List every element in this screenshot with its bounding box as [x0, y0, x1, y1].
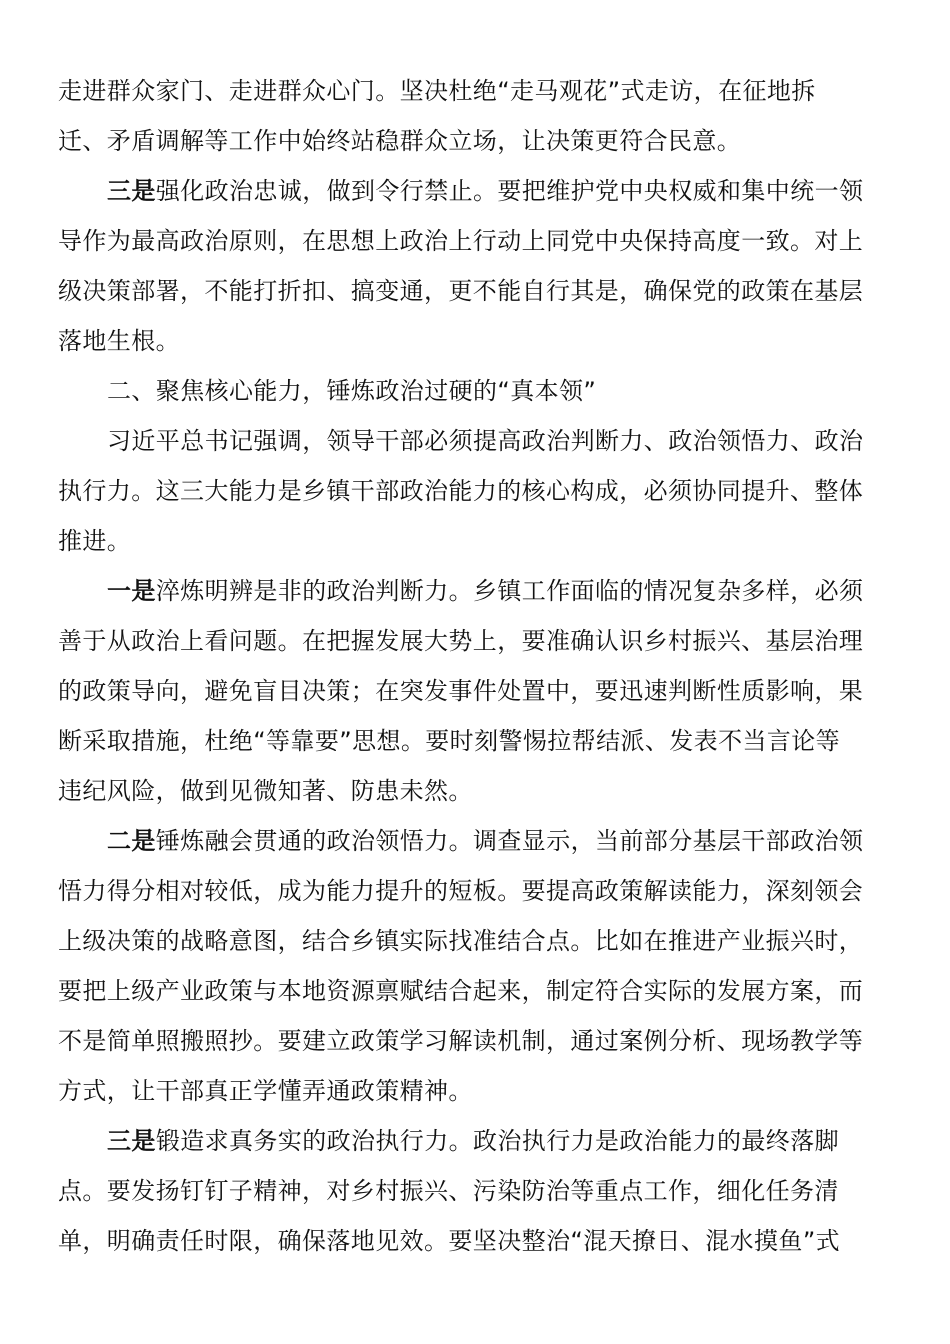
- text-run: 锻造求真务实的政治执行力。政治执行力是政治能力的最终落脚: [155, 1127, 840, 1155]
- text-line: 走进群众家门、走进群众心门。坚决杜绝“走马观花”式走访，在征地拆: [58, 77, 816, 105]
- point-label: 二是: [107, 827, 156, 855]
- document-body: [58, 66, 880, 1266]
- text-line: 单，明确责任时限，确保落地见效。要坚决整治“混天撩日、混水摸鱼”式: [58, 1227, 841, 1255]
- text-line: 上级决策的战略意图，结合乡镇实际找准结合点。比如在推进产业振兴时，: [58, 927, 864, 955]
- paragraph-line-point-two: [58, 816, 880, 866]
- text-line: 落地生根。: [58, 327, 180, 355]
- point-label: 三是: [107, 177, 156, 205]
- section-heading: 二、聚焦核心能力，锤炼政治过硬的“真本领”: [107, 377, 597, 405]
- paragraph-line-point-three: [58, 166, 880, 216]
- text-line: 方式，让干部真正学懂弄通政策精神。: [58, 1077, 473, 1105]
- paragraph-line-point-three-second: [58, 1116, 880, 1166]
- text-run: 淬炼明辨是非的政治判断力。乡镇工作面临的情况复杂多样，必须: [155, 577, 864, 605]
- text-line: 级决策部署，不能打折扣、搞变通，更不能自行其是，确保党的政策在基层: [58, 277, 864, 305]
- text-run: 锤炼融会贯通的政治领悟力。调查显示，当前部分基层干部政治领: [155, 827, 864, 855]
- text-line: 要把上级产业政策与本地资源禀赋结合起来，制定符合实际的发展方案，而: [58, 977, 864, 1005]
- point-label: 三是: [107, 1127, 156, 1155]
- text-line: 执行力。这三大能力是乡镇干部政治能力的核心构成，必须协同提升、整体: [58, 477, 864, 505]
- text-line: 点。要发扬钉钉子精神，对乡村振兴、污染防治等重点工作，细化任务清: [58, 1177, 839, 1205]
- text-run: 强化政治忠诚，做到令行禁止。要把维护党中央权威和集中统一领: [155, 177, 864, 205]
- text-line: 善于从政治上看问题。在把握发展大势上，要准确认识乡村振兴、基层治理: [58, 627, 864, 655]
- paragraph-line-point-one: [58, 566, 880, 616]
- text-line: 导作为最高政治原则，在思想上政治上行动上同党中央保持高度一致。对上: [58, 227, 864, 255]
- text-line: 不是简单照搬照抄。要建立政策学习解读机制，通过案例分析、现场教学等: [58, 1027, 864, 1055]
- text-line: 断采取措施，杜绝“等靠要”思想。要时刻警惕拉帮结派、发表不当言论等: [58, 727, 841, 755]
- text-line: 迁、矛盾调解等工作中始终站稳群众立场，让决策更符合民意。: [58, 127, 742, 155]
- text-line: 的政策导向，避免盲目决策；在突发事件处置中，要迅速判断性质影响，果: [58, 677, 864, 705]
- text-line: 违纪风险，做到见微知著、防患未然。: [58, 777, 473, 805]
- point-label: 一是: [107, 577, 156, 605]
- text-line: 推进。: [58, 527, 132, 555]
- paragraph-line: 习近平总书记强调，领导干部必须提高政治判断力、政治领悟力、政治: [107, 427, 864, 455]
- text-line: 悟力得分相对较低，成为能力提升的短板。要提高政策解读能力，深刻领会: [58, 877, 864, 905]
